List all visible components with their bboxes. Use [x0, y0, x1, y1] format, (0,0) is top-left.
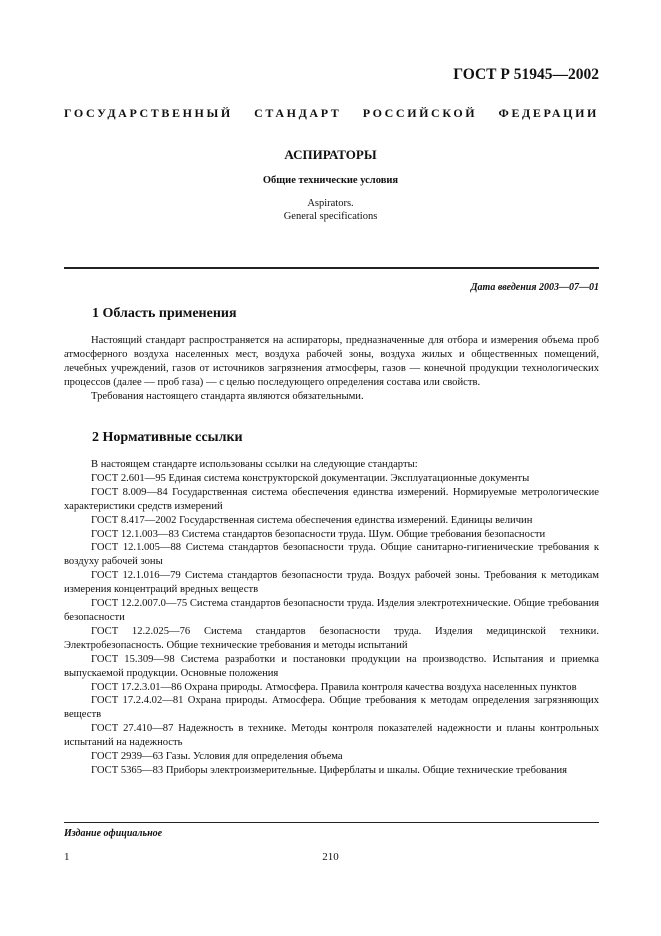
reference-item: ГОСТ 8.417—2002 Государственная система обеспечения единства измерений. Единицы величин	[91, 514, 533, 526]
paragraph: Настоящий стандарт распространяется на аспираторы, предназначенные для отбора и измерения объема проб атмосферного воздуха населенных мест, воздуха рабочей зоны, воздуха жилых и общественных помещений, лечебных учреждений, газов от источников загрязнения атмосферы, газов — конечной продукции технологических процессов (далее — проб газа) — с целью последующего определения состава или свойств.	[64, 335, 599, 388]
reference-item: ГОСТ 15.309—98 Система разработки и постановки продукции на производство. Испытания и приемка выпускаемой продукции. Основные положения	[64, 653, 599, 679]
title-divider	[64, 267, 599, 269]
reference-item: ГОСТ 8.009—84 Государственная система обеспечения единства измерений. Нормируемые метрологические характеристики средств измерений	[64, 486, 599, 512]
doc-subtitle: Общие технические условия	[262, 175, 399, 186]
banner-word: РОССИЙСКОЙ	[362, 106, 478, 120]
banner-word: ФЕДЕРАЦИИ	[498, 106, 599, 120]
normative-references	[64, 458, 599, 778]
reference-item: ГОСТ 27.410—87 Надежность в технике. Методы контроля показателей надежности и планы контрольных испытаний на надежность	[64, 723, 599, 749]
banner-word: ГОСУДАРСТВЕННЫЙ	[64, 106, 233, 120]
doc-code: ГОСТ Р 51945—2002	[453, 66, 599, 83]
reference-item: ГОСТ 17.2.4.02—81 Охрана природы. Атмосфера. Общие требования к методам определения загрязняющих веществ	[64, 695, 599, 721]
references-intro: В настоящем стандарте использованы ссылки на следующие стандарты:	[91, 459, 418, 470]
reference-item: ГОСТ 12.1.016—79 Система стандартов безопасности труда. Воздух рабочей зоны. Требования к методикам измерения концентраций вредных веществ	[64, 570, 599, 596]
intro-date: Дата введения 2003—07—01	[470, 282, 599, 293]
reference-item: ГОСТ 5365—83 Приборы электроизмерительные. Циферблаты и шкалы. Общие технические требования	[91, 764, 568, 776]
banner-word: СТАНДАРТ	[254, 106, 342, 120]
reference-item: ГОСТ 12.1.003—83 Система стандартов безопасности труда. Шум. Общие требования безопасности	[91, 528, 546, 540]
section-heading: 1 Область применения	[92, 306, 237, 321]
reference-item: ГОСТ 12.2.025—76 Система стандартов безопасности труда. Изделия медицинской техники. Электробезопасность. Общие технические требования и методы испытаний	[64, 625, 599, 651]
page-number: 210	[322, 851, 339, 863]
doc-title: АСПИРАТОРЫ	[284, 147, 377, 162]
edition-label: Издание официальное	[64, 828, 163, 839]
footer-divider	[64, 822, 599, 823]
english-title-line: General specifications	[283, 210, 378, 222]
reference-item: ГОСТ 12.1.005—88 Система стандартов безопасности труда. Общие санитарно-гигиенические требования к воздуху рабочей зоны	[64, 542, 599, 568]
doc-english-title	[0, 198, 661, 223]
english-title-line: Aspirators.	[307, 198, 354, 209]
reference-item: ГОСТ 2.601—95 Единая система конструкторской документации. Эксплуатационные документы	[91, 472, 530, 484]
reference-item: ГОСТ 17.2.3.01—86 Охрана природы. Атмосфера. Правила контроля качества воздуха населенных пунктов	[91, 681, 577, 693]
section-heading: 2 Нормативные ссылки	[92, 430, 243, 445]
section-body	[64, 334, 599, 404]
reference-item: ГОСТ 2939—63 Газы. Условия для определения объема	[91, 751, 343, 763]
reference-item: ГОСТ 12.2.007.0—75 Система стандартов безопасности труда. Изделия электротехнические. Общие требования безопасности	[64, 598, 599, 623]
state-standard-banner	[64, 106, 599, 121]
paragraph: Требования настоящего стандарта являются обязательными.	[91, 390, 364, 402]
footer-left-number: 1	[64, 851, 70, 863]
